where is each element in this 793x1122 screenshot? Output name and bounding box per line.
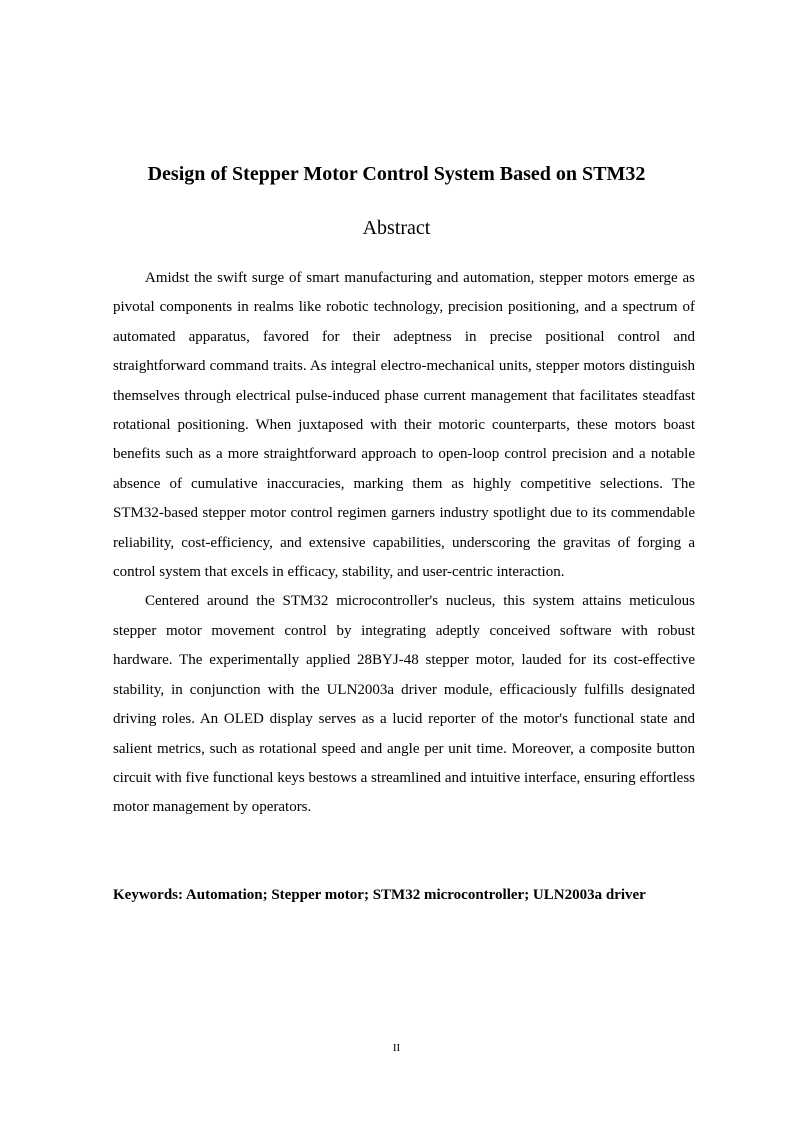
page-number: II	[392, 1042, 401, 1054]
keywords-line: Keywords: Automation; Stepper motor; STM32 microcontroller; ULN2003a driver	[113, 887, 646, 903]
abstract-body	[113, 264, 695, 823]
abstract-heading: Abstract	[362, 217, 431, 239]
paper-title: Design of Stepper Motor Control System Based on STM32	[147, 163, 646, 185]
abstract-paragraph-2: Centered around the STM32 microcontroller's nucleus, this system attains meticulous stepper motor movement control by integrating adeptly conceived software with robust hardware. The experimentally applied 28BYJ-48 stepper motor, lauded for its cost-effective stability, in conjunction with the ULN2003a driver module, efficaciously fulfills designated driving roles. An OLED display serves as a lucid reporter of the motor's functional state and salient metrics, such as rotational speed and angle per unit time. Moreover, a composite button circuit with five functional keys bestows a streamlined and intuitive interface, ensuring effortless motor management by operators.	[113, 593, 695, 816]
abstract-paragraph-1: Amidst the swift surge of smart manufacturing and automation, stepper motors emerge as pivotal components in realms like robotic technology, precision positioning, and a spectrum of automated apparatus, favored for their adeptness in precise positional control and straightforward command traits. As integral electro-mechanical units, stepper motors distinguish themselves through electrical pulse-induced phase current management that facilitates steadfast rotational positioning. When juxtaposed with their motoric counterparts, these motors boast benefits such as a more straightforward approach to open-loop control precision and a notable absence of cumulative inaccuracies, marking them as highly competitive selections. The STM32-based stepper motor control regimen garners industry spotlight due to its commendable reliability, cost-efficiency, and extensive capabilities, underscoring the gravitas of forging a control system that excels in efficacy, stability, and user-centric interaction.	[113, 270, 695, 581]
